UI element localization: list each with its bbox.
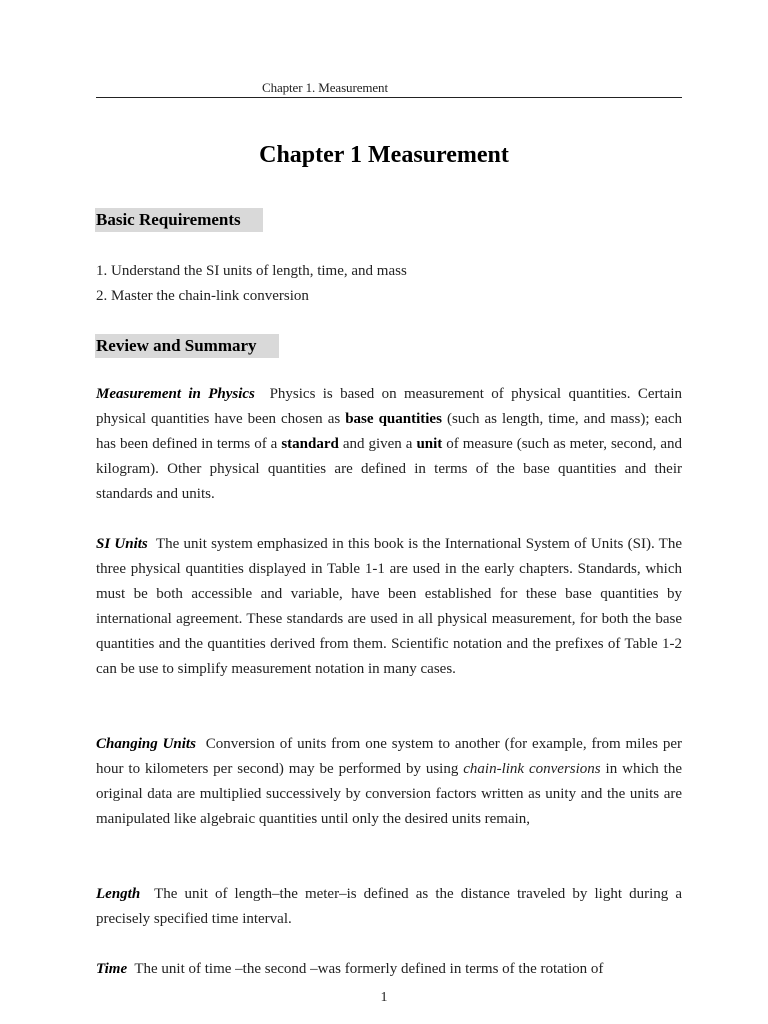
- paragraph-text: (such as length, time, and mass); each has been defined in terms of a: [96, 411, 683, 452]
- requirements-list: [96, 259, 407, 309]
- runin-heading: Changing Units: [96, 736, 196, 752]
- runin-heading: Length: [96, 886, 141, 902]
- paragraph-changing-units: [96, 732, 682, 832]
- running-header: Chapter 1. Measurement: [262, 80, 388, 95]
- key-term: base quantities: [345, 411, 442, 427]
- paragraph-text: The unit system emphasized in this book is the International System of Units (SI). The three physical quantities displayed in Table 1-1 are used in the early chapters. Standards, which must be both accessible and variable, have been established for these base quantities by international agreement. These standards are used in all physical measurement, for both the base quantities and the quantities derived from them. Scientific notation and the prefixes of Table 1-2 can be use to simplify measurement notation in many cases.: [96, 536, 682, 677]
- emphasized-term: chain-link conversions: [463, 761, 601, 777]
- key-term: unit: [416, 436, 443, 452]
- paragraph-si-units: [96, 532, 682, 682]
- paragraph-text: and given a: [338, 436, 417, 452]
- paragraph-time: [96, 957, 682, 982]
- key-term: standard: [281, 436, 339, 452]
- paragraph-text: The unit of length–the meter–is defined as the distance traveled by light during a precisely specified time interval.: [96, 886, 682, 927]
- paragraph-text: Conversion of units from one system to another (for example, from miles per hour to kilometers per second) may be performed by using: [96, 736, 683, 777]
- paragraph-length: [96, 882, 682, 932]
- runin-heading: SI Units: [96, 536, 148, 552]
- paragraph-text: of measure (such as meter, second, and kilogram). Other physical quantities are defined in terms of the base quantities and their standards and units.: [96, 436, 682, 502]
- section-heading-review-summary: Review and Summary: [95, 334, 279, 358]
- paragraph-measurement-in-physics: [96, 382, 682, 507]
- page-number: 1: [380, 990, 388, 1005]
- chapter-title: Chapter 1 Measurement: [259, 142, 509, 168]
- list-item: 2. Master the chain-link conversion: [96, 288, 309, 304]
- paragraph-text: The unit of time –the second –was formerly defined in terms of the rotation of: [134, 961, 604, 977]
- paragraph-text: in which the original data are multiplied successively by conversion factors written as unity and the units are manipulated like algebraic quantities until only the desired units remain,: [96, 761, 682, 827]
- paragraph-text: Physics is based on measurement of physical quantities. Certain physical quantities have been chosen as: [96, 386, 683, 427]
- runin-heading: Measurement in Physics: [96, 386, 255, 402]
- list-item: 1. Understand the SI units of length, time, and mass: [96, 263, 407, 279]
- header-rule: [96, 97, 682, 98]
- runin-heading: Time: [96, 961, 128, 977]
- section-heading-basic-requirements: Basic Requirements: [95, 208, 263, 232]
